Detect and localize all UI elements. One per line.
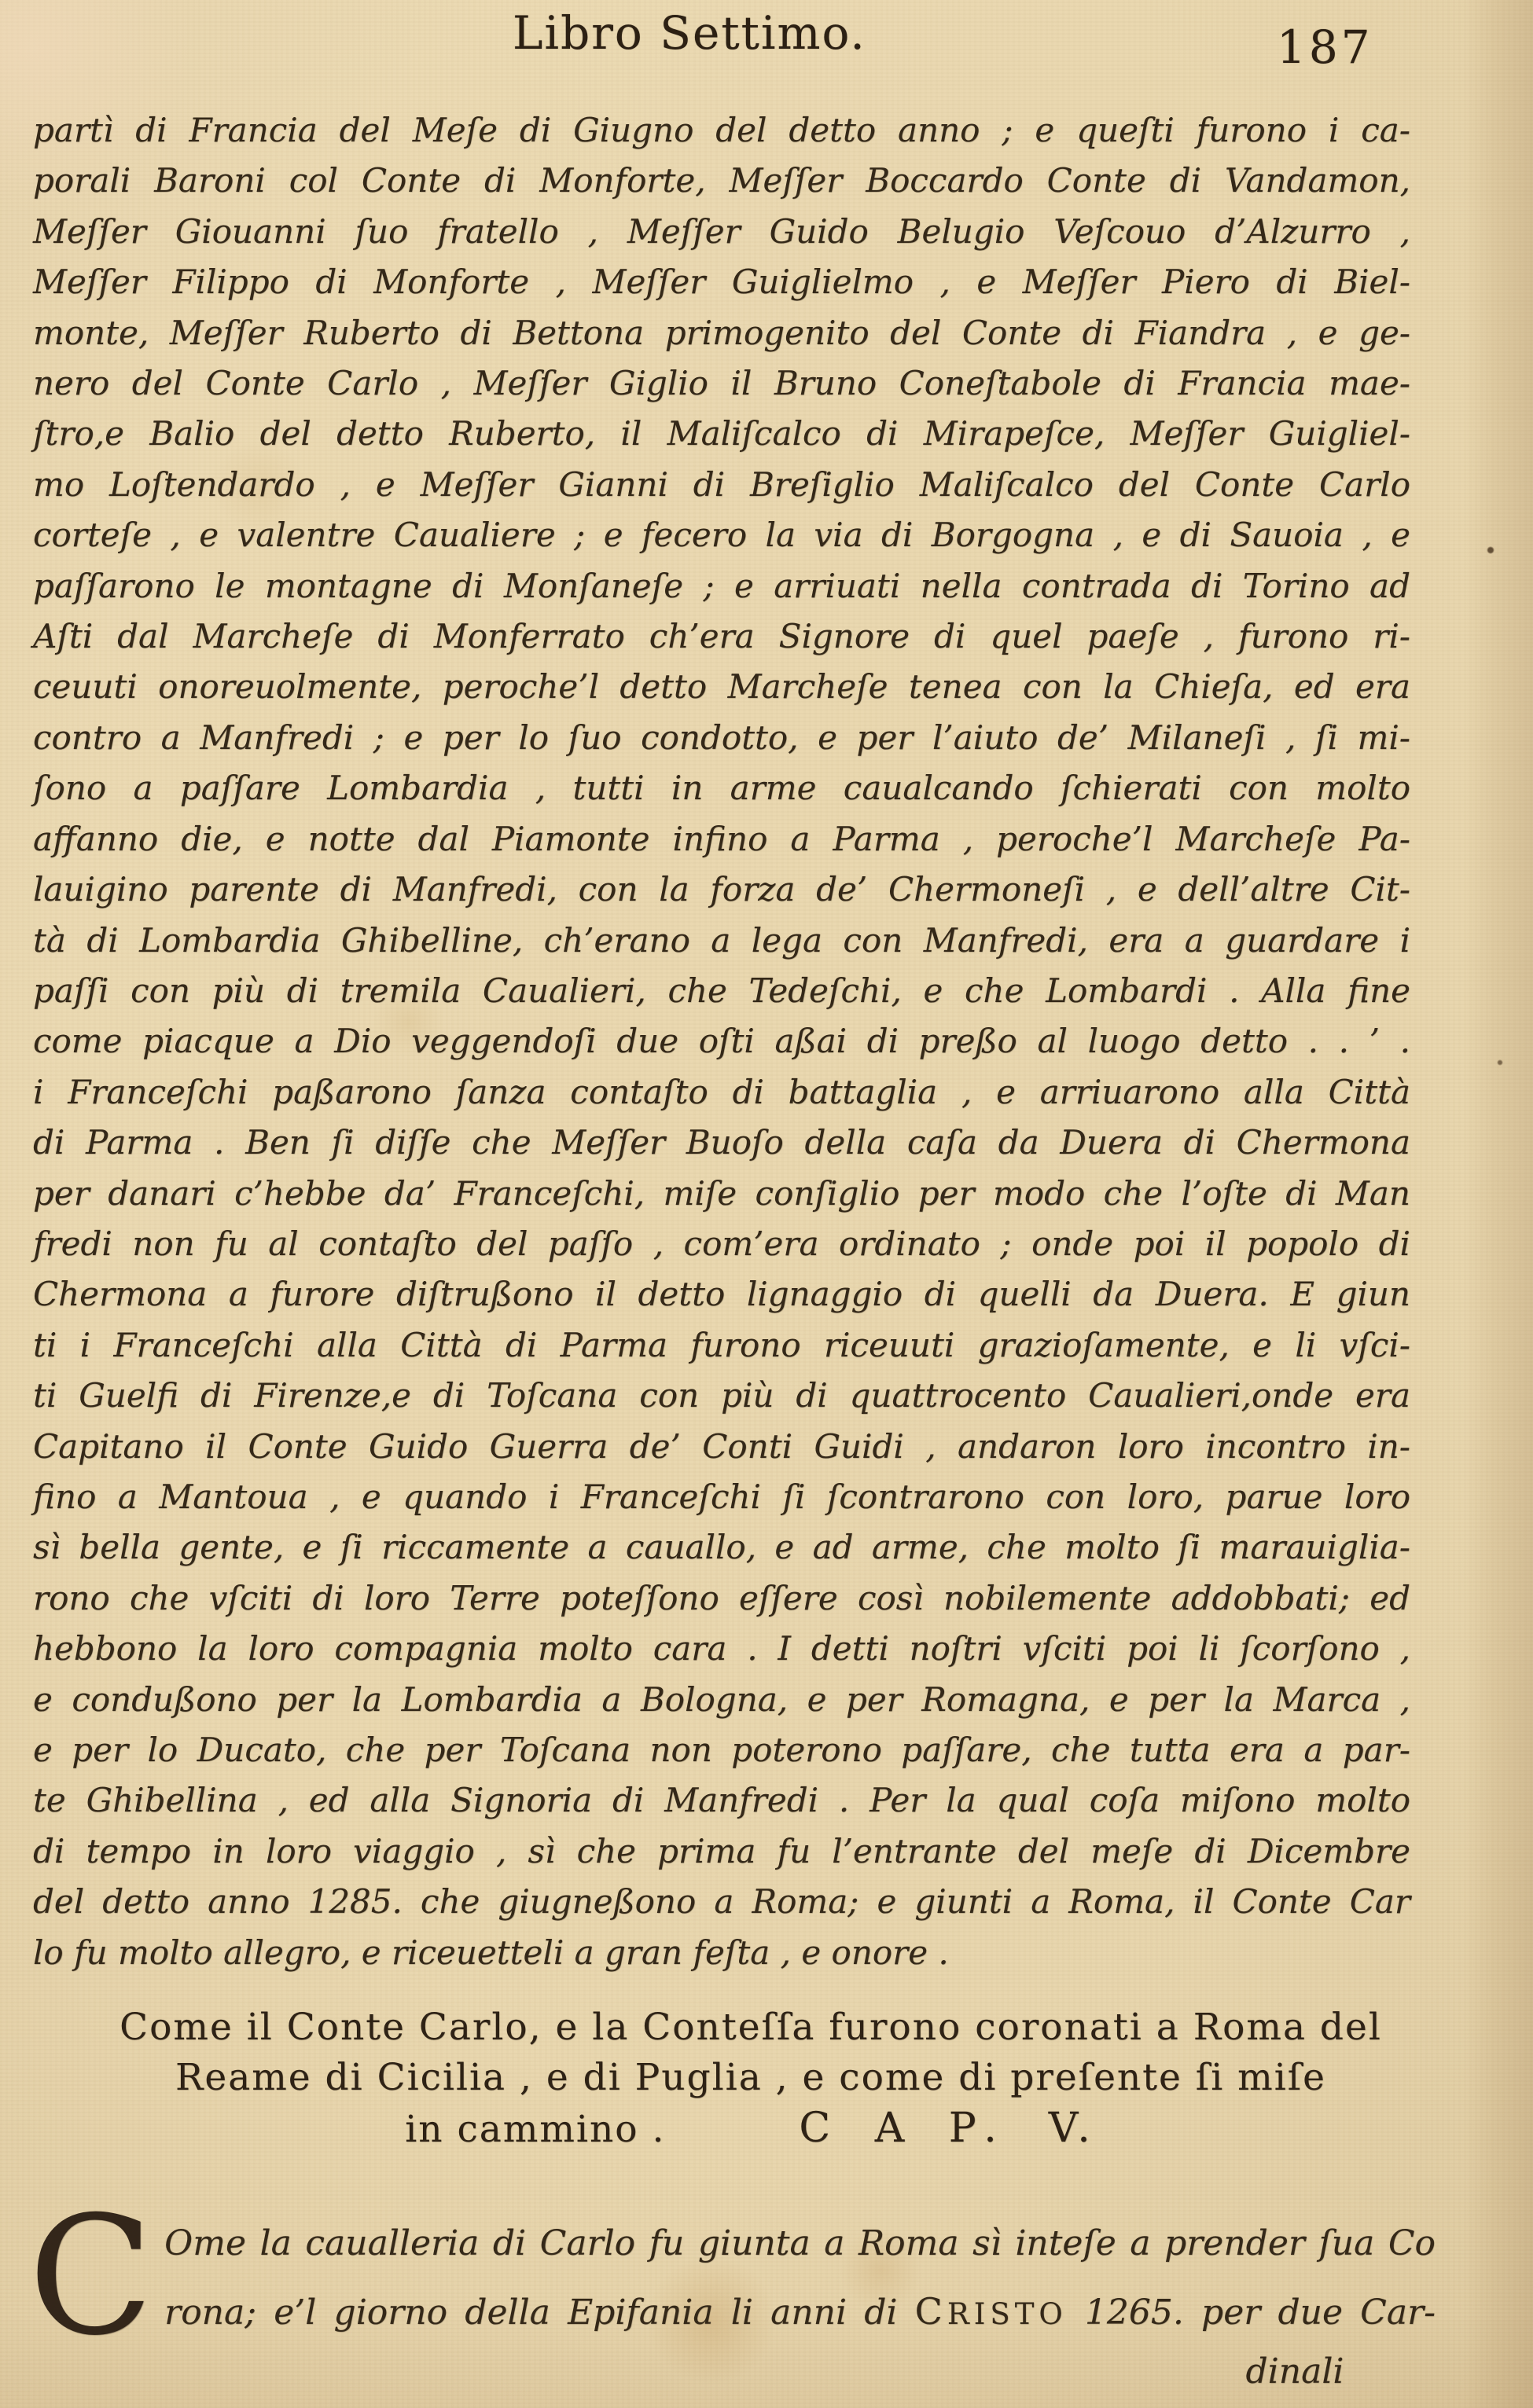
body-line: mo Loſtendardo , e Meſſer Gianni di Breſiglio Maliſcalco del Conte Carlo <box>33 464 1410 504</box>
body-line: nero del Conte Carlo , Meſſer Giglio il Bruno Coneſtabole di Francia mae- <box>33 364 1410 403</box>
body-line: affanno die, e notte dal Piamonte infino a Parma , peroche’l Marcheſe Pa- <box>33 819 1410 858</box>
body-line: lo fu molto allegro, e riceuetteli a gran feſta , e onore . <box>33 1933 949 1972</box>
body-line: rono che vſciti di loro Terre poteſſono eſſere così nobilemente addobbati; ed <box>33 1578 1410 1617</box>
running-title: Libro Settimo. <box>513 6 866 60</box>
catchword: dinali <box>1245 2351 1344 2391</box>
body-line: ti Guelfi di Firenze,e di Toſcana con più di quattrocento Caualieri,onde era <box>33 1376 1410 1415</box>
opening-line-2-date: 1265. per due Car- <box>1067 2292 1436 2333</box>
body-line: ſono a paſſare Lombardia , tutti in arme caualcando ſchierati con molto <box>33 769 1410 808</box>
opening-line-2 <box>28 2278 1436 2348</box>
body-line: Aſti dal Marcheſe di Monferrato ch’era Signore di quel paeſe , furono ri- <box>33 617 1410 656</box>
body-line: ceuuti onoreuolmente, peroche’l detto Marcheſe tenea con la Chieſa, ed era <box>33 667 1410 707</box>
body-line: i Franceſchi paßarono ſanza contaſto di battaglia , e arriuarono alla Città <box>33 1072 1410 1111</box>
body-line: corteſe , e valentre Caualiere ; e fecero la via di Borgogna , e di Sauoia , e <box>33 516 1410 555</box>
chapter-number: V. <box>1048 2105 1097 2152</box>
body-line: ſtro,e Balio del detto Ruberto, il Maliſcalco di Mirapeſce, Meſſer Guigliel- <box>33 414 1410 453</box>
body-line: monte, Meſſer Ruberto di Bettona primogenito del Conte di Fiandra , e ge- <box>33 313 1410 352</box>
page-number: 187 <box>1277 20 1373 74</box>
opening-line-2-text: rona; e’l giorno della Epifania li anni di <box>164 2292 915 2333</box>
chapter-heading-incipit: in cammino . <box>405 2108 666 2151</box>
chapter-heading <box>47 2002 1454 2155</box>
body-line: Meſſer Filippo di Monforte , Meſſer Guiglielmo , e Meſſer Piero di Biel- <box>33 262 1410 302</box>
cristo-smallcaps: RISTO <box>947 2297 1068 2331</box>
cristo-initial: C <box>914 2290 947 2333</box>
body-line: Capitano il Conte Guido Guerra de’ Conti Guidi , andaron loro incontro in- <box>33 1426 1410 1466</box>
chapter-cap-label: C A P. <box>799 2105 1013 2152</box>
drop-cap: C <box>28 2182 154 2372</box>
body-line: di tempo in loro viaggio , sì che prima fu l’entrante del meſe di Dicembre <box>33 1831 1410 1870</box>
body-line: e condußono per la Lombardia a Bologna, e per Romagna, e per la Marca , <box>33 1679 1410 1719</box>
body-line: lauigino parente di Manfredi, con la forza de’ Chermoneſi , e dell’altre Cit- <box>33 870 1410 909</box>
body-line: porali Baroni col Conte di Monforte, Meſſer Boccardo Conte di Vandamon, <box>33 161 1410 200</box>
body-line: Meſſer Giouanni ſuo fratello , Meſſer Guido Belugio Veſcouo d’Alzurro , <box>33 211 1410 251</box>
body-line: del detto anno 1285. che giugneßono a Roma; e giunti a Roma, il Conte Car <box>33 1882 1410 1922</box>
chapter-heading-line-2: Reame di Cicilia , e di Puglia , e come di preſente ſi miſe <box>175 2056 1326 2099</box>
body-line: ti i Franceſchi alla Città di Parma furono riceuuti grazioſamente, e li vſci- <box>33 1325 1410 1364</box>
body-line: paſſarono le montagne di Monſaneſe ; e arriuati nella contrada di Torino ad <box>33 566 1410 605</box>
body-line: te Ghibellina , ed alla Signoria di Manfredi . Per la qual coſa miſono molto <box>33 1781 1410 1820</box>
body-line: contro a Manfredi ; e per lo ſuo condotto, e per l’aiuto de’ Milaneſi , ſi mi- <box>33 718 1410 757</box>
body-line: fino a Mantoua , e quando i Franceſchi ſi ſcontrarono con loro, parue loro <box>33 1477 1410 1516</box>
body-line: hebbono la loro compagnia molto cara . I detti noſtri vſciti poi li ſcorſono , <box>33 1629 1410 1668</box>
body-line: tà di Lombardia Ghibelline, ch’erano a lega con Manfredi, era a guardare i <box>33 920 1410 960</box>
body-line: per danari c’hebbe da’ Franceſchi, miſe conſiglio per modo che l’oſte di Man <box>33 1173 1410 1213</box>
body-line: paſſi con più di tremila Caualieri, che Tedeſchi, e che Lombardi . Alla fine <box>33 971 1410 1010</box>
body-line: partì di Francia del Meſe di Giugno del detto anno ; e queſti furono i ca- <box>33 111 1410 149</box>
body-line: di Parma . Ben ſi diſſe che Meſſer Buoſo della caſa da Duera di Chermona <box>33 1123 1410 1162</box>
chapter-heading-line-1: Come il Conte Carlo, e la Conteſſa furono coronati a Roma del <box>119 2006 1382 2049</box>
opening-line-1: Ome la caualleria di Carlo fu giunta a Roma sì inteſe a prender ſua Co <box>164 2223 1436 2263</box>
body-line: sì bella gente, e ſi riccamente a cauallo, e ad arme, che molto ſi marauiglia- <box>33 1528 1410 1567</box>
body-line: Chermona a furore diſtrußono il detto lignaggio di quelli da Duera. E giun <box>33 1275 1410 1314</box>
body-line: fredi non fu al contaſto del paſſo , com’era ordinato ; onde poi il popolo di <box>33 1224 1410 1263</box>
body-text <box>33 105 1410 1978</box>
body-line: e per lo Ducato, che per Toſcana non poterono paſſare, che tutta era a par- <box>33 1731 1410 1769</box>
body-line: come piacque a Dio veggendoſi due oſti aßai di preßo al luogo detto . . ’ . <box>33 1022 1410 1061</box>
chapter-heading-line-3 <box>47 2103 1454 2155</box>
